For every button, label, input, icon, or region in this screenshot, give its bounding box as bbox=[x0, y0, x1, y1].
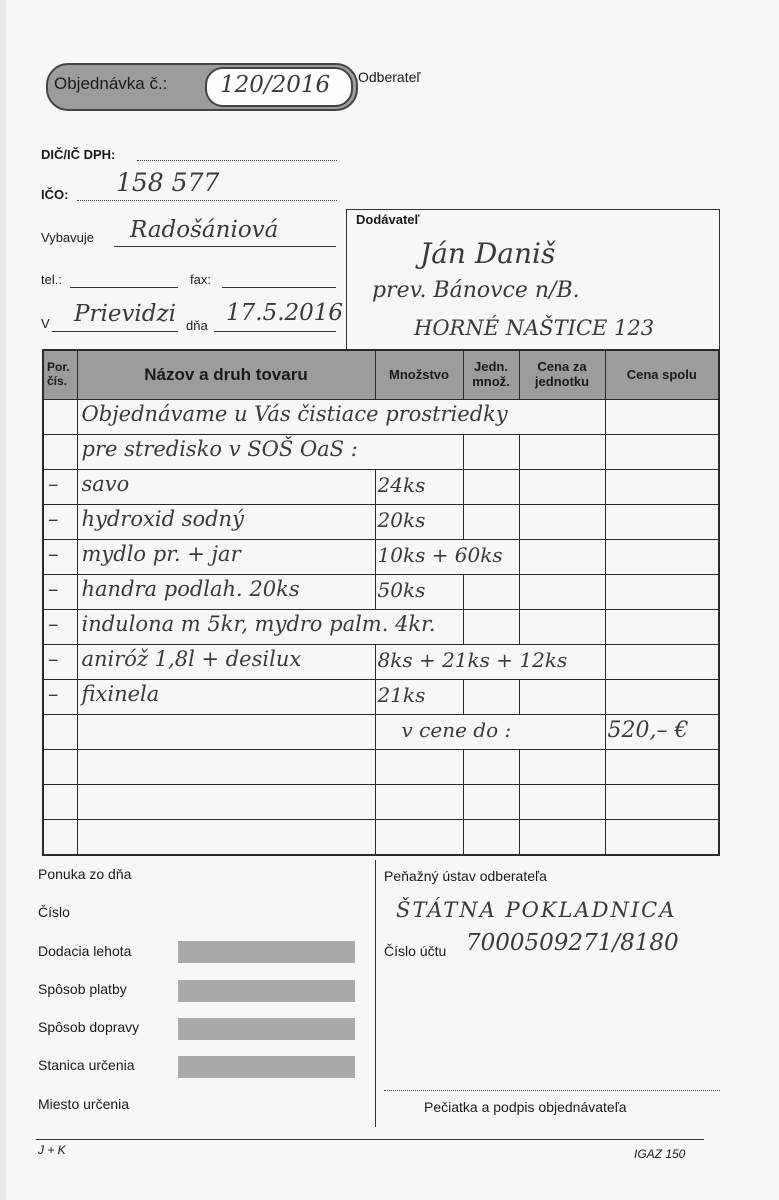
bank-value: ŠTÁTNA POKLADNICA bbox=[396, 898, 677, 922]
row-name: fixinela bbox=[81, 682, 160, 706]
row-no: – bbox=[48, 577, 59, 601]
row-qty: 10ks + 60ks bbox=[377, 543, 503, 567]
processed-by-label: Vybavuje bbox=[41, 230, 94, 245]
table-row bbox=[43, 715, 719, 750]
supplier-address-1: prev. Bánovce n/B. bbox=[372, 278, 580, 303]
table-row bbox=[43, 785, 719, 820]
table-row bbox=[43, 645, 719, 680]
supplier-name: Ján Daniš bbox=[420, 237, 556, 270]
offer-label: Ponuka zo dňa bbox=[38, 866, 132, 882]
row-qty: 50ks bbox=[377, 578, 426, 602]
tel-line bbox=[70, 287, 178, 288]
table-row bbox=[43, 575, 719, 610]
delivery-label: Dodacia lehota bbox=[38, 943, 132, 959]
publisher-left: J + K bbox=[38, 1143, 66, 1157]
row-no: – bbox=[48, 507, 59, 531]
supplier-label: Dodávateľ bbox=[356, 212, 420, 227]
station-label: Stanica určenia bbox=[38, 1057, 135, 1073]
account-label: Číslo účtu bbox=[384, 943, 447, 959]
table-row bbox=[43, 750, 719, 785]
transport-label: Spôsob dopravy bbox=[38, 1019, 140, 1035]
row-qty: 21ks bbox=[377, 683, 426, 707]
row-name: pre stredisko v SOŠ OaS : bbox=[81, 437, 358, 461]
row-qty: 20ks bbox=[377, 508, 426, 532]
items-table bbox=[42, 349, 720, 856]
place-line bbox=[52, 331, 178, 332]
table-row bbox=[43, 505, 719, 540]
place-prefix: V bbox=[41, 316, 50, 331]
header-unit: Jedn. množ. bbox=[463, 350, 519, 400]
supplier-address-2: HORNÉ NAŠTICE 123 bbox=[414, 316, 655, 340]
table-row bbox=[43, 435, 719, 470]
table-row bbox=[43, 820, 719, 856]
header-no: Por. čís. bbox=[43, 350, 77, 400]
row-total: 520,– € bbox=[607, 718, 689, 743]
bank-label: Peňažný ústav odberateľa bbox=[384, 868, 547, 884]
table-row bbox=[43, 400, 719, 435]
row-no: – bbox=[48, 612, 59, 636]
row-name: hydroxid sodný bbox=[81, 507, 244, 531]
date-label: dňa bbox=[186, 318, 208, 333]
transport-field bbox=[178, 1018, 355, 1040]
row-no: – bbox=[48, 472, 59, 496]
number-label: Číslo bbox=[38, 904, 70, 920]
row-name: indulona m 5kr, mydro palm. 4kr. bbox=[81, 612, 436, 636]
table-row bbox=[43, 540, 719, 575]
row-no: – bbox=[48, 542, 59, 566]
delivery-field bbox=[178, 941, 355, 963]
payment-label: Spôsob platby bbox=[38, 981, 127, 997]
buyer-label: Odberateľ bbox=[358, 69, 421, 85]
fax-label: fax: bbox=[190, 272, 211, 287]
payment-field bbox=[178, 980, 355, 1002]
fax-line bbox=[222, 287, 336, 288]
order-number-value: 120/2016 bbox=[220, 72, 331, 98]
date-value: 17.5.2016 bbox=[226, 300, 344, 326]
ico-value: 158 577 bbox=[116, 168, 220, 197]
row-qty: 24ks bbox=[377, 473, 426, 497]
row-name: aniróž 1,8l + desilux bbox=[81, 647, 302, 671]
row-name: mydlo pr. + jar bbox=[81, 542, 241, 566]
account-value: 7000509271/8180 bbox=[466, 930, 679, 956]
header-qty: Množstvo bbox=[375, 350, 463, 400]
table-row bbox=[43, 680, 719, 715]
bottom-rule bbox=[36, 1139, 704, 1140]
date-line bbox=[214, 331, 336, 332]
station-field bbox=[178, 1056, 355, 1078]
destination-label: Miesto určenia bbox=[38, 1096, 130, 1112]
footer-divider bbox=[375, 860, 376, 1127]
row-qty: v cene do : bbox=[401, 718, 512, 742]
ico-line bbox=[77, 200, 337, 201]
paper-edge bbox=[0, 0, 6, 1200]
row-no: – bbox=[48, 647, 59, 671]
table-row bbox=[43, 610, 719, 645]
signature-line bbox=[384, 1090, 720, 1091]
tel-label: tel.: bbox=[41, 272, 62, 287]
header-total: Cena spolu bbox=[605, 350, 719, 400]
place-value: Prievidzi bbox=[74, 301, 176, 327]
header-unit-price: Cena za jednotku bbox=[519, 350, 605, 400]
table-row bbox=[43, 470, 719, 505]
ico-label: IČO: bbox=[41, 187, 69, 202]
order-label: Objednávka č.: bbox=[54, 74, 168, 93]
processed-by-line bbox=[114, 246, 336, 247]
processed-by-value: Radošániová bbox=[130, 217, 279, 243]
dic-label: DIČ/IČ DPH: bbox=[41, 147, 116, 162]
row-name: handra podlah. 20ks bbox=[81, 577, 300, 601]
table-header-row bbox=[43, 350, 719, 400]
row-name: savo bbox=[81, 472, 130, 496]
row-name: Objednávame u Vás čistiace prostriedky bbox=[81, 402, 508, 426]
publisher-right: IGAZ 150 bbox=[634, 1147, 686, 1161]
stamp-label: Pečiatka a podpis objednávateľa bbox=[424, 1099, 627, 1115]
dic-line bbox=[137, 160, 337, 161]
header-name: Názov a druh tovaru bbox=[77, 350, 375, 400]
row-no: – bbox=[48, 682, 59, 706]
row-qty: 8ks + 21ks + 12ks bbox=[377, 648, 568, 672]
